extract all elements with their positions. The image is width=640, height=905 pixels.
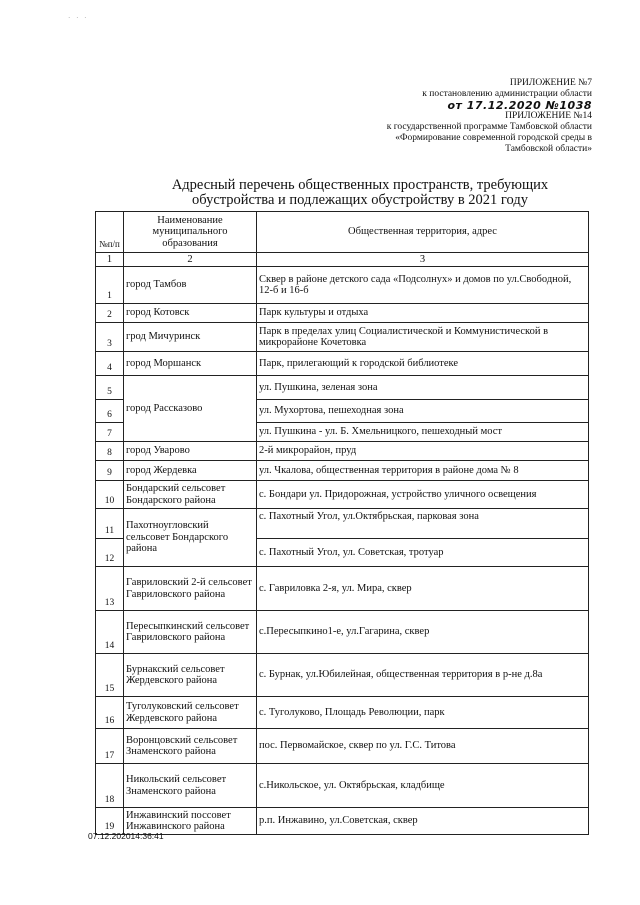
page-title-line1: Адресный перечень общественных пространств, требующих — [171, 177, 549, 193]
row-num: 6 — [96, 400, 124, 423]
row-territory: с. Пахотный Угол, ул. Советская, тротуар — [257, 539, 589, 567]
header-territory: Общественная территория, адрес — [257, 212, 589, 253]
row-num: 9 — [96, 461, 124, 481]
row-num: 4 — [96, 352, 124, 376]
row-territory: Парк культуры и отдыха — [257, 304, 589, 323]
row-territory: Парк в пределах улиц Социалистической и Коммунистической в микрорайоне Кочетовка — [257, 323, 589, 352]
row-territory: с.Никольское, ул. Октябрьская, кладбище — [257, 764, 589, 808]
table-row — [96, 481, 589, 509]
row-territory: с.Пересыпкино1-е, ул.Гагарина, сквер — [257, 611, 589, 654]
header-num: №п/п — [96, 212, 124, 253]
row-municipality: Туголуковский сельсовет Жердевского района — [124, 697, 257, 729]
row-territory: Сквер в районе детского сада «Подсолнух» и домов по ул.Свободной, 12-б и 16-б — [257, 267, 589, 304]
row-num: 7 — [96, 423, 124, 442]
print-timestamp: 07.12.202014:36:41 — [88, 831, 164, 841]
row-num: 11 — [96, 509, 124, 539]
row-municipality: Инжавинский поссовет Инжавинского района — [124, 808, 257, 835]
appendix-14-title: ПРИЛОЖЕНИЕ №14 — [505, 111, 592, 121]
col-number-1: 1 — [96, 253, 124, 267]
row-municipality: Бурнакский сельсовет Жердевского района — [124, 654, 257, 697]
table-row — [96, 567, 589, 611]
table-row — [96, 697, 589, 729]
table-row — [96, 304, 589, 323]
appendix-7-block — [422, 78, 592, 111]
table-row — [96, 808, 589, 835]
row-municipality: Бондарский сельсовет Бондарского района — [124, 481, 257, 509]
row-territory: с. Гавриловка 2-я, ул. Мира, сквер — [257, 567, 589, 611]
row-municipality: город Рассказово — [124, 376, 257, 442]
table-row — [96, 323, 589, 352]
row-num: 8 — [96, 442, 124, 461]
table-row — [96, 764, 589, 808]
territory-table — [95, 211, 589, 835]
row-num: 19 — [96, 808, 124, 835]
row-num: 16 — [96, 697, 124, 729]
row-territory: ул. Пушкина - ул. Б. Хмельницкого, пешеходный мост — [257, 423, 589, 442]
row-num: 2 — [96, 304, 124, 323]
row-num: 15 — [96, 654, 124, 697]
appendix-7-line1: к постановлению администрации области — [422, 89, 592, 99]
appendix-14-block — [387, 111, 592, 155]
table-row — [96, 376, 589, 400]
header-municipality: Наименование муниципального образования — [124, 212, 257, 253]
row-num: 13 — [96, 567, 124, 611]
row-num: 14 — [96, 611, 124, 654]
scan-mark: · · · — [68, 14, 89, 22]
row-num: 12 — [96, 539, 124, 567]
row-num: 5 — [96, 376, 124, 400]
row-territory: с. Пахотный Угол, ул.Октябрьская, парковая зона — [257, 509, 589, 539]
row-municipality: Никольский сельсовет Знаменского района — [124, 764, 257, 808]
row-num: 17 — [96, 729, 124, 764]
appendix-7-signature: от 17.12.2020 №1038 — [447, 99, 592, 112]
row-municipality: город Тамбов — [124, 267, 257, 304]
row-municipality: Воронцовский сельсовет Знаменского района — [124, 729, 257, 764]
table-header-row — [96, 212, 589, 253]
appendix-7-title: ПРИЛОЖЕНИЕ №7 — [509, 78, 592, 88]
row-municipality: грод Мичуринск — [124, 323, 257, 352]
row-num: 1 — [96, 267, 124, 304]
col-number-3: 3 — [257, 253, 589, 267]
row-municipality: город Жердевка — [124, 461, 257, 481]
table-row — [96, 352, 589, 376]
appendix-14-line2: «Формирование современной городской среды в — [395, 133, 592, 143]
page-title — [125, 178, 595, 208]
row-territory: ул. Чкалова, общественная территория в районе дома № 8 — [257, 461, 589, 481]
row-territory: с. Бондари ул. Придорожная, устройство уличного освещения — [257, 481, 589, 509]
row-territory: с. Туголуково, Площадь Революции, парк — [257, 697, 589, 729]
column-number-row — [96, 253, 589, 267]
col-number-2: 2 — [124, 253, 257, 267]
row-territory: р.п. Инжавино, ул.Советская, сквер — [257, 808, 589, 835]
row-municipality: Гавриловский 2-й сельсовет Гавриловского района — [124, 567, 257, 611]
row-territory: 2-й микрорайон, пруд — [257, 442, 589, 461]
row-municipality: город Котовск — [124, 304, 257, 323]
row-territory: пос. Первомайское, сквер по ул. Г.С. Титова — [257, 729, 589, 764]
row-num: 3 — [96, 323, 124, 352]
page-title-line2: обустройства и подлежащих обустройству в 2021 году — [192, 192, 528, 208]
row-municipality: город Уварово — [124, 442, 257, 461]
row-municipality: Пересыпкинский сельсовет Гавриловского района — [124, 611, 257, 654]
row-territory: ул. Мухортова, пешеходная зона — [257, 400, 589, 423]
row-territory: с. Бурнак, ул.Юбилейная, общественная территория в р-не д.8а — [257, 654, 589, 697]
table-row — [96, 509, 589, 539]
table-row — [96, 461, 589, 481]
table-row — [96, 729, 589, 764]
row-num: 10 — [96, 481, 124, 509]
row-municipality: город Моршанск — [124, 352, 257, 376]
table-row — [96, 267, 589, 304]
appendix-14-line1: к государственной программе Тамбовской области — [386, 122, 592, 132]
appendix-14-line3: Тамбовской области» — [505, 144, 592, 154]
row-num: 18 — [96, 764, 124, 808]
row-municipality: Пахотноугловский сельсовет Бондарского района — [124, 509, 257, 567]
table-row — [96, 442, 589, 461]
table-row — [96, 611, 589, 654]
row-territory: ул. Пушкина, зеленая зона — [257, 376, 589, 400]
table-row — [96, 654, 589, 697]
row-territory: Парк, прилегающий к городской библиотеке — [257, 352, 589, 376]
